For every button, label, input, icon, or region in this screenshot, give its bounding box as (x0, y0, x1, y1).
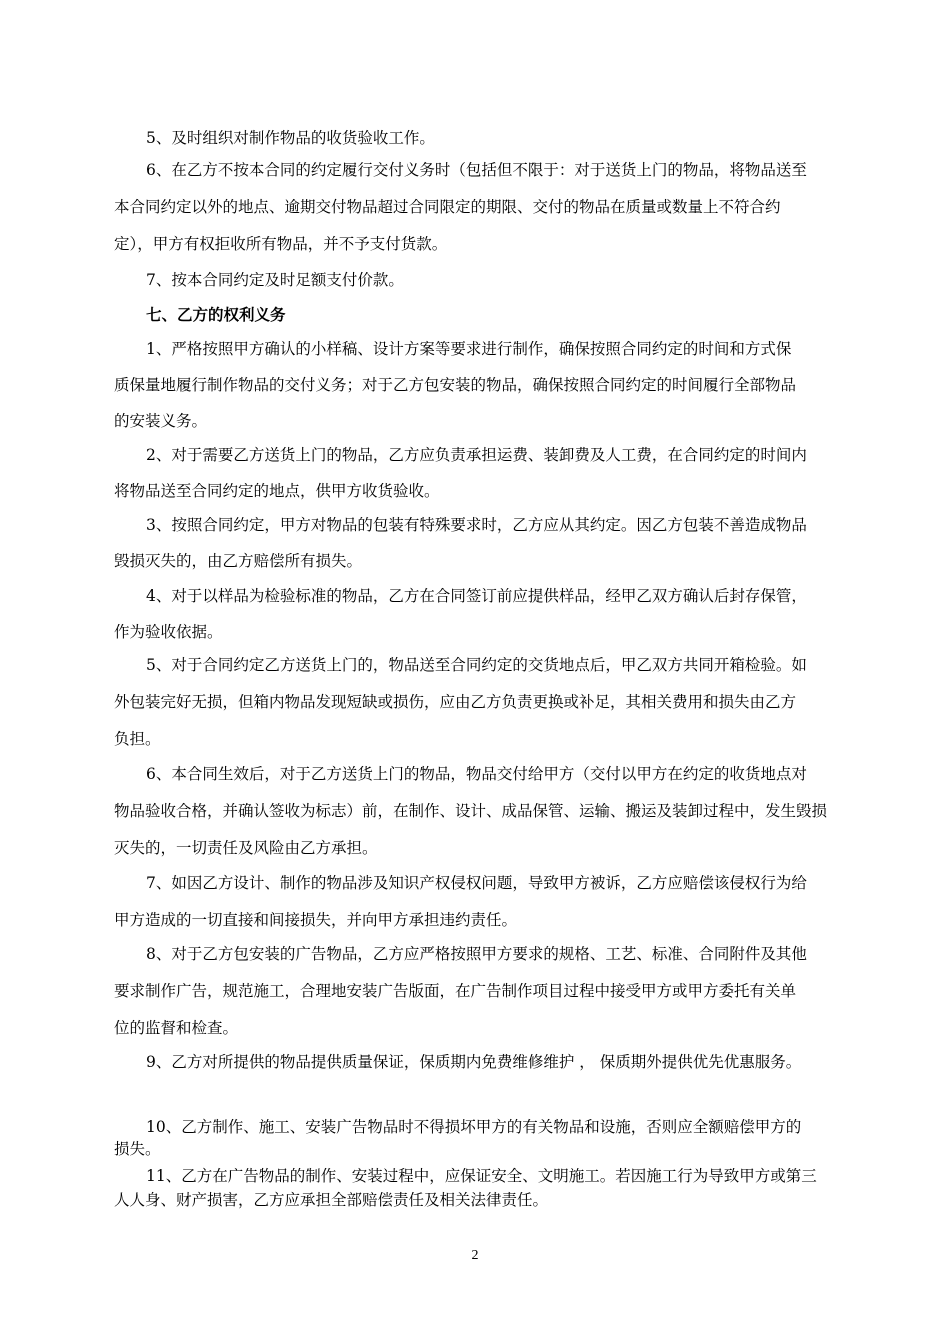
text-line: 外包装完好无损，但箱内物品发现短缺或损伤，应由乙方负责更换或补足，其相关费用和损失由乙方 (114, 693, 797, 711)
text-line: 灭失的，一切责任及风险由乙方承担。 (114, 839, 378, 857)
text-line: 6、在乙方不按本合同的约定履行交付义务时（包括但不限于：对于送货上门的物品，将物品送至 (146, 161, 807, 179)
text-line: 5、及时组织对制作物品的收货验收工作。 (146, 129, 435, 147)
text-line: 本合同约定以外的地点、逾期交付物品超过合同限定的期限、交付的物品在质量或数量上不符合约 (114, 198, 781, 216)
text-line: 7、按本合同约定及时足额支付价款。 (146, 271, 404, 289)
text-line: 8、对于乙方包安装的广告物品，乙方应严格按照甲方要求的规格、工艺、标准、合同附件及其他 (146, 945, 807, 963)
heading-text: 七、乙方的权利义务 (146, 305, 286, 324)
text-line: 10、乙方制作、施工、安装广告物品时不得损坏甲方的有关物品和设施，否则应全额赔偿甲方的 (146, 1118, 802, 1136)
text-line: 将物品送至合同约定的地点，供甲方收货验收。 (114, 482, 440, 500)
text-line: 6、本合同生效后，对于乙方送货上门的物品，物品交付给甲方（交付以甲方在约定的收货地点对 (146, 765, 807, 783)
text-line: 毁损灭失的，由乙方赔偿所有损失。 (114, 552, 363, 570)
text-line: 质保量地履行制作物品的交付义务；对于乙方包安装的物品，确保按照合同约定的时间履行全部物品 (114, 376, 797, 394)
text-line: 11、乙方在广告物品的制作、安装过程中，应保证安全、文明施工。若因施工行为导致甲方或第三 (146, 1167, 817, 1185)
text-line: 位的监督和检查。 (114, 1019, 239, 1037)
text-line: 3、按照合同约定，甲方对物品的包装有特殊要求时，乙方应从其约定。因乙方包装不善造成物品 (146, 516, 807, 534)
text-line: 负担。 (114, 730, 161, 748)
text-line: 损失。 (114, 1140, 161, 1158)
text-line: 7、如因乙方设计、制作的物品涉及知识产权侵权问题，导致甲方被诉，乙方应赔偿该侵权行为给 (146, 874, 807, 892)
text-line: 人人身、财产损害，乙方应承担全部赔偿责任及相关法律责任。 (114, 1191, 549, 1209)
text-line: 要求制作广告，规范施工，合理地安装广告版面，在广告制作项目过程中接受甲方或甲方委托有关单 (114, 982, 797, 1000)
text-line: 4、对于以样品为检验标准的物品，乙方在合同签订前应提供样品，经甲乙双方确认后封存保管， (146, 587, 807, 605)
page-number: 2 (471, 1248, 479, 1263)
text-line: 5、对于合同约定乙方送货上门的，物品送至合同约定的交货地点后，甲乙双方共同开箱检验。如 (146, 656, 807, 674)
text-line: 的安装义务。 (114, 412, 208, 430)
text-line: 甲方造成的一切直接和间接损失，并向甲方承担违约责任。 (114, 911, 518, 929)
text-line: 定），甲方有权拒收所有物品，并不予支付货款。 (114, 235, 448, 253)
text-line: 1、严格按照甲方确认的小样稿、设计方案等要求进行制作，确保按照合同约定的时间和方式保 (146, 340, 792, 358)
text-line: 作为验收依据。 (114, 623, 223, 641)
text-line: 9、乙方对所提供的物品提供质量保证，保质期内免费维修维护 ， 保质期外提供优先优惠服务。 (146, 1053, 802, 1071)
text-line: 2、对于需要乙方送货上门的物品，乙方应负责承担运费、装卸费及人工费，在合同约定的时间内 (146, 446, 807, 464)
text-line: 物品验收合格，并确认签收为标志）前，在制作、设计、成品保管、运输、搬运及装卸过程中，发生毁损 (114, 802, 828, 820)
